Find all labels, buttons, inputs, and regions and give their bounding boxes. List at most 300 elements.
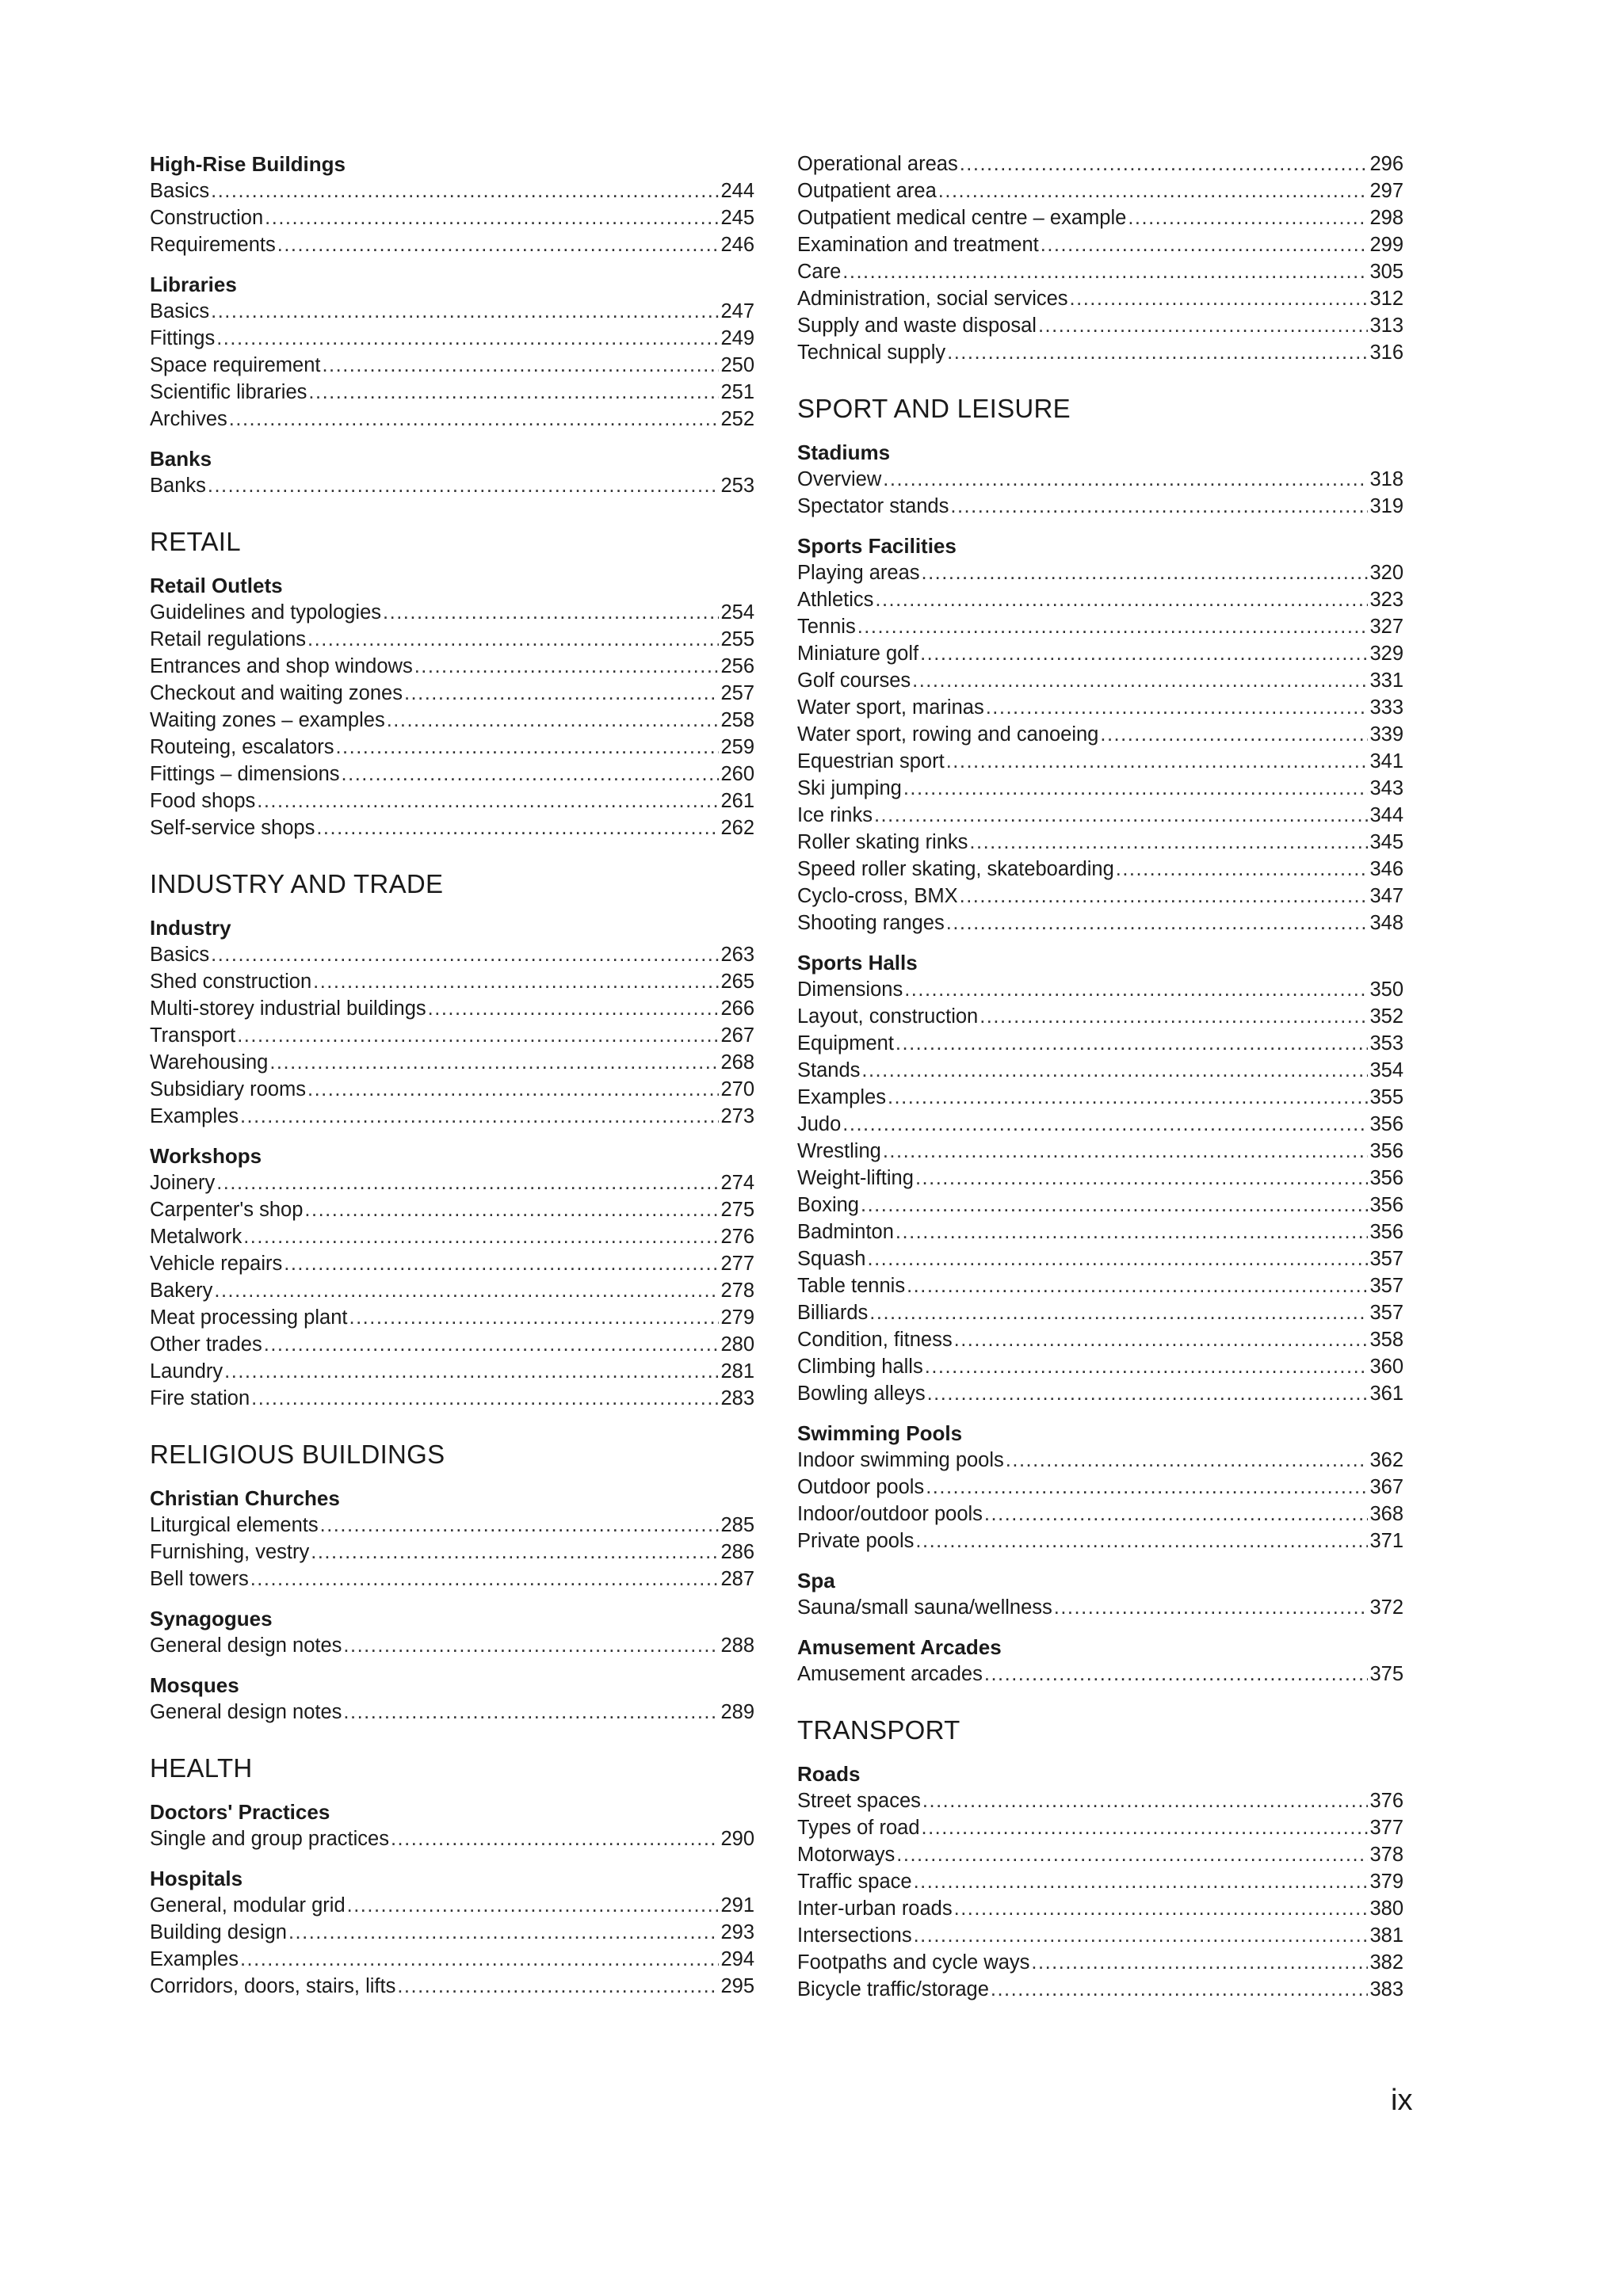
entry-page-number: 299 bbox=[1369, 234, 1403, 256]
toc-entry[interactable] bbox=[797, 829, 1403, 856]
dot-leader bbox=[896, 1030, 1369, 1057]
entry-label: Subsidiary rooms bbox=[150, 1078, 306, 1100]
toc-entry[interactable] bbox=[150, 231, 754, 258]
toc-entry[interactable] bbox=[150, 680, 754, 707]
entry-label: Equipment bbox=[797, 1032, 894, 1055]
toc-entry[interactable] bbox=[150, 941, 754, 968]
entry-label: Carpenter's shop bbox=[150, 1199, 304, 1221]
toc-group-synagogues bbox=[150, 1605, 754, 1659]
toc-entry[interactable] bbox=[150, 1022, 754, 1049]
toc-entry[interactable] bbox=[150, 1331, 754, 1358]
entry-page-number: 258 bbox=[720, 709, 754, 731]
entry-label: Bakery bbox=[150, 1280, 213, 1302]
dot-leader bbox=[868, 1245, 1369, 1272]
toc-entry[interactable] bbox=[797, 856, 1403, 883]
entry-label: Miniature golf bbox=[797, 643, 919, 665]
entry-label: Examination and treatment bbox=[797, 234, 1039, 256]
entry-label: Meat processing plant bbox=[150, 1306, 348, 1329]
toc-entry[interactable] bbox=[797, 559, 1403, 586]
toc-entry[interactable] bbox=[797, 1165, 1403, 1192]
entry-page-number: 286 bbox=[720, 1541, 754, 1563]
entry-page-number: 348 bbox=[1369, 912, 1403, 934]
entry-label: Bell towers bbox=[150, 1568, 249, 1590]
entry-label: Examples bbox=[797, 1086, 886, 1108]
toc-entry[interactable] bbox=[797, 640, 1403, 667]
dot-leader bbox=[316, 814, 719, 841]
entry-label: Transport bbox=[150, 1024, 236, 1047]
toc-entry[interactable] bbox=[797, 1084, 1403, 1111]
dot-leader bbox=[240, 1946, 719, 1973]
toc-entry[interactable] bbox=[150, 1825, 754, 1852]
toc-entry[interactable] bbox=[150, 1196, 754, 1223]
entry-label: Care bbox=[797, 261, 842, 283]
toc-entry[interactable] bbox=[797, 1299, 1403, 1326]
toc-entry[interactable] bbox=[150, 1919, 754, 1946]
dot-leader bbox=[922, 1787, 1369, 1814]
toc-entry[interactable] bbox=[797, 1949, 1403, 1976]
toc-section-religious-buildings bbox=[150, 1439, 754, 1726]
dot-leader bbox=[875, 586, 1368, 613]
toc-section-transport bbox=[797, 1714, 1403, 2003]
group-heading: Hospitals bbox=[150, 1867, 243, 1890]
toc-entry[interactable] bbox=[797, 613, 1403, 640]
entry-label: Water sport, marinas bbox=[797, 696, 984, 719]
entry-page-number: 361 bbox=[1369, 1383, 1403, 1405]
group-heading: Christian Churches bbox=[150, 1486, 340, 1510]
toc-entry[interactable] bbox=[797, 1272, 1403, 1299]
entry-page-number: 367 bbox=[1369, 1476, 1403, 1498]
entry-page-number: 280 bbox=[720, 1333, 754, 1356]
entry-label: Space requirement bbox=[150, 354, 321, 376]
dot-leader bbox=[397, 1973, 719, 2000]
entry-label: Banks bbox=[150, 475, 206, 497]
toc-entry[interactable] bbox=[797, 1501, 1403, 1527]
dot-leader bbox=[960, 151, 1369, 177]
entry-label: Boxing bbox=[797, 1194, 859, 1216]
entry-label: Basics bbox=[150, 300, 210, 322]
dot-leader bbox=[954, 1895, 1369, 1922]
toc-section-continued bbox=[797, 151, 1403, 366]
entry-page-number: 356 bbox=[1369, 1194, 1403, 1216]
entry-page-number: 295 bbox=[720, 1975, 754, 1997]
toc-group-swimming-pools bbox=[797, 1420, 1403, 1554]
entry-page-number: 320 bbox=[1369, 562, 1403, 584]
dot-leader bbox=[229, 406, 720, 433]
entry-page-number: 251 bbox=[720, 381, 754, 403]
entry-label: Billiards bbox=[797, 1302, 869, 1324]
toc-entry[interactable] bbox=[150, 968, 754, 995]
entry-label: Footpaths and cycle ways bbox=[797, 1951, 1030, 1974]
entry-page-number: 313 bbox=[1369, 315, 1403, 337]
entry-page-number: 316 bbox=[1369, 341, 1403, 364]
toc-entry[interactable] bbox=[150, 1512, 754, 1539]
entry-label: Self-service shops bbox=[150, 817, 315, 839]
dot-leader bbox=[224, 1358, 719, 1385]
entry-label: Intersections bbox=[797, 1924, 912, 1947]
toc-entry[interactable] bbox=[150, 1277, 754, 1304]
toc-entry[interactable] bbox=[150, 1358, 754, 1385]
dot-leader bbox=[308, 379, 719, 406]
entry-page-number: 252 bbox=[720, 408, 754, 430]
toc-entry[interactable] bbox=[150, 325, 754, 352]
entry-page-number: 277 bbox=[720, 1253, 754, 1275]
dot-leader bbox=[903, 775, 1369, 802]
toc-entry[interactable] bbox=[797, 910, 1403, 936]
toc-entry[interactable] bbox=[797, 1814, 1403, 1841]
toc-entry[interactable] bbox=[150, 995, 754, 1022]
entry-page-number: 346 bbox=[1369, 858, 1403, 880]
toc-entry[interactable] bbox=[150, 814, 754, 841]
dot-leader bbox=[391, 1825, 720, 1852]
toc-entry[interactable] bbox=[150, 626, 754, 653]
dot-leader bbox=[984, 1661, 1369, 1688]
dot-leader bbox=[264, 1331, 720, 1358]
dot-leader bbox=[216, 1169, 719, 1196]
toc-group-retail-outlets bbox=[150, 572, 754, 841]
dot-leader bbox=[347, 1892, 720, 1919]
entry-page-number: 353 bbox=[1369, 1032, 1403, 1055]
dot-leader bbox=[954, 1326, 1369, 1353]
entry-page-number: 245 bbox=[720, 207, 754, 229]
dot-leader bbox=[1116, 856, 1369, 883]
entry-label: General, modular grid bbox=[150, 1894, 346, 1917]
toc-entry[interactable] bbox=[150, 472, 754, 499]
dot-leader bbox=[1128, 204, 1368, 231]
toc-group-christian-churches bbox=[150, 1485, 754, 1592]
entry-label: Ski jumping bbox=[797, 777, 902, 799]
toc-group-spa bbox=[797, 1567, 1403, 1621]
group-heading: Banks bbox=[150, 447, 212, 471]
toc-entry[interactable] bbox=[150, 406, 754, 433]
toc-group-sports-halls bbox=[797, 949, 1403, 1407]
entry-page-number: 371 bbox=[1369, 1530, 1403, 1552]
toc-entry[interactable] bbox=[150, 599, 754, 626]
toc-entry[interactable] bbox=[797, 1138, 1403, 1165]
toc-entry[interactable] bbox=[150, 1223, 754, 1250]
toc-group-continued bbox=[797, 151, 1403, 366]
toc-entry[interactable] bbox=[150, 1699, 754, 1726]
toc-entry[interactable] bbox=[797, 204, 1403, 231]
group-heading: Roads bbox=[797, 1762, 861, 1786]
dot-leader bbox=[304, 1196, 719, 1223]
entry-page-number: 256 bbox=[720, 655, 754, 677]
toc-entry[interactable] bbox=[150, 1632, 754, 1659]
dot-leader bbox=[214, 1277, 719, 1304]
dot-leader bbox=[938, 177, 1369, 204]
entry-page-number: 354 bbox=[1369, 1059, 1403, 1081]
entry-page-number: 268 bbox=[720, 1051, 754, 1074]
entry-label: Playing areas bbox=[797, 562, 920, 584]
entry-label: Checkout and waiting zones bbox=[150, 682, 403, 704]
toc-entry[interactable] bbox=[797, 1003, 1403, 1030]
dot-leader bbox=[216, 325, 719, 352]
entry-label: Condition, fitness bbox=[797, 1329, 953, 1351]
toc-entry[interactable] bbox=[797, 748, 1403, 775]
entry-label: Food shops bbox=[150, 790, 256, 812]
entry-page-number: 372 bbox=[1369, 1596, 1403, 1619]
toc-entry[interactable] bbox=[797, 802, 1403, 829]
entry-label: Routeing, escalators bbox=[150, 736, 334, 758]
entry-page-number: 323 bbox=[1369, 589, 1403, 611]
toc-entry[interactable] bbox=[797, 1380, 1403, 1407]
toc-entry[interactable] bbox=[150, 1169, 754, 1196]
entry-page-number: 287 bbox=[720, 1568, 754, 1590]
dot-leader bbox=[915, 1165, 1369, 1192]
dot-leader bbox=[984, 1501, 1369, 1527]
entry-page-number: 378 bbox=[1369, 1844, 1403, 1866]
entry-label: Retail regulations bbox=[150, 628, 307, 650]
dot-leader bbox=[960, 883, 1369, 910]
entry-page-number: 375 bbox=[1369, 1663, 1403, 1685]
toc-entry[interactable] bbox=[797, 1192, 1403, 1219]
toc-entry[interactable] bbox=[150, 204, 754, 231]
group-heading: Mosques bbox=[150, 1673, 239, 1697]
entry-page-number: 296 bbox=[1369, 153, 1403, 175]
dot-leader bbox=[1031, 1949, 1368, 1976]
entry-label: Warehousing bbox=[150, 1051, 269, 1074]
toc-entry[interactable] bbox=[797, 694, 1403, 721]
toc-entry[interactable] bbox=[150, 1946, 754, 1973]
entry-page-number: 356 bbox=[1369, 1140, 1403, 1162]
toc-entry[interactable] bbox=[797, 466, 1403, 493]
dot-leader bbox=[947, 339, 1368, 366]
entry-label: Administration, social services bbox=[797, 288, 1068, 310]
toc-entry[interactable] bbox=[797, 1868, 1403, 1895]
entry-page-number: 275 bbox=[720, 1199, 754, 1221]
entry-page-number: 261 bbox=[720, 790, 754, 812]
dot-leader bbox=[896, 1219, 1369, 1245]
toc-entry[interactable] bbox=[150, 653, 754, 680]
toc-entry[interactable] bbox=[797, 1057, 1403, 1084]
entry-page-number: 263 bbox=[720, 944, 754, 966]
entry-page-number: 291 bbox=[720, 1894, 754, 1917]
entry-page-number: 383 bbox=[1369, 1978, 1403, 2000]
toc-entry[interactable] bbox=[797, 285, 1403, 312]
toc-entry[interactable] bbox=[150, 1973, 754, 2000]
toc-entry[interactable] bbox=[150, 1304, 754, 1331]
toc-entry[interactable] bbox=[797, 177, 1403, 204]
dot-leader bbox=[842, 258, 1368, 285]
toc-entry[interactable] bbox=[150, 1892, 754, 1919]
toc-entry[interactable] bbox=[797, 667, 1403, 694]
toc-entry[interactable] bbox=[150, 1539, 754, 1566]
entry-label: Shed construction bbox=[150, 971, 312, 993]
entry-page-number: 331 bbox=[1369, 669, 1403, 692]
toc-entry[interactable] bbox=[150, 1385, 754, 1412]
toc-entry[interactable] bbox=[150, 379, 754, 406]
entry-page-number: 266 bbox=[720, 997, 754, 1020]
toc-entry[interactable] bbox=[150, 1049, 754, 1076]
toc-section-continued bbox=[150, 151, 754, 499]
group-heading: Industry bbox=[150, 916, 231, 940]
toc-entry[interactable] bbox=[797, 339, 1403, 366]
dot-leader bbox=[980, 1003, 1368, 1030]
entry-label: Guidelines and typologies bbox=[150, 601, 382, 624]
entry-page-number: 345 bbox=[1369, 831, 1403, 853]
entry-page-number: 379 bbox=[1369, 1871, 1403, 1893]
toc-entry[interactable] bbox=[150, 352, 754, 379]
toc-entry[interactable] bbox=[797, 1326, 1403, 1353]
entry-page-number: 278 bbox=[720, 1280, 754, 1302]
toc-entry[interactable] bbox=[797, 1895, 1403, 1922]
toc-entry[interactable] bbox=[797, 775, 1403, 802]
toc-entry[interactable] bbox=[150, 707, 754, 734]
toc-section-retail bbox=[150, 526, 754, 841]
section-heading: HEALTH bbox=[150, 1753, 253, 1783]
entry-page-number: 276 bbox=[720, 1226, 754, 1248]
entry-page-number: 357 bbox=[1369, 1302, 1403, 1324]
entry-label: Corridors, doors, stairs, lifts bbox=[150, 1975, 396, 1997]
toc-entry[interactable] bbox=[797, 231, 1403, 258]
entry-label: Overview bbox=[797, 468, 882, 490]
toc-entry[interactable] bbox=[150, 734, 754, 761]
entry-page-number: 294 bbox=[720, 1948, 754, 1970]
toc-group-hospitals bbox=[150, 1865, 754, 2000]
entry-label: Entrances and shop windows bbox=[150, 655, 413, 677]
toc-column-left bbox=[150, 151, 754, 2012]
entry-label: Roller skating rinks bbox=[797, 831, 968, 853]
toc-group-banks bbox=[150, 445, 754, 499]
dot-leader bbox=[896, 1841, 1368, 1868]
entry-page-number: 250 bbox=[720, 354, 754, 376]
toc-entry[interactable] bbox=[797, 1661, 1403, 1688]
entry-label: Joinery bbox=[150, 1172, 216, 1194]
toc-entry[interactable] bbox=[797, 1787, 1403, 1814]
toc-entry[interactable] bbox=[797, 1841, 1403, 1868]
entry-label: Basics bbox=[150, 180, 210, 202]
entry-page-number: 382 bbox=[1369, 1951, 1403, 1974]
entry-page-number: 270 bbox=[720, 1078, 754, 1100]
toc-entry[interactable] bbox=[797, 1219, 1403, 1245]
dot-leader bbox=[912, 667, 1368, 694]
toc-entry[interactable] bbox=[150, 1250, 754, 1277]
dot-leader bbox=[1041, 231, 1369, 258]
entry-page-number: 333 bbox=[1369, 696, 1403, 719]
entry-label: Waiting zones – examples bbox=[150, 709, 385, 731]
entry-label: Climbing halls bbox=[797, 1356, 923, 1378]
entry-page-number: 352 bbox=[1369, 1005, 1403, 1028]
toc-entry[interactable] bbox=[150, 1076, 754, 1103]
toc-entry[interactable] bbox=[797, 1111, 1403, 1138]
toc-entry[interactable] bbox=[797, 1474, 1403, 1501]
entry-page-number: 319 bbox=[1369, 495, 1403, 517]
dot-leader bbox=[250, 1566, 720, 1592]
entry-page-number: 249 bbox=[720, 327, 754, 349]
dot-leader bbox=[211, 941, 719, 968]
dot-leader bbox=[986, 694, 1369, 721]
entry-page-number: 343 bbox=[1369, 777, 1403, 799]
entry-label: Golf courses bbox=[797, 669, 911, 692]
dot-leader bbox=[904, 976, 1368, 1003]
entry-label: Speed roller skating, skateboarding bbox=[797, 858, 1114, 880]
entry-label: Amusement arcades bbox=[797, 1663, 983, 1685]
entry-page-number: 377 bbox=[1369, 1817, 1403, 1839]
entry-label: Examples bbox=[150, 1948, 239, 1970]
entry-label: Furnishing, vestry bbox=[150, 1541, 310, 1563]
dot-leader bbox=[946, 748, 1369, 775]
toc-entry[interactable] bbox=[797, 1030, 1403, 1057]
entry-label: Sauna/small sauna/wellness bbox=[797, 1596, 1052, 1619]
entry-page-number: 350 bbox=[1369, 978, 1403, 1001]
entry-label: Scientific libraries bbox=[150, 381, 307, 403]
entry-page-number: 283 bbox=[720, 1387, 754, 1409]
toc-entry[interactable] bbox=[150, 177, 754, 204]
entry-page-number: 255 bbox=[720, 628, 754, 650]
toc-entry[interactable] bbox=[797, 1527, 1403, 1554]
toc-entry[interactable] bbox=[797, 312, 1403, 339]
entry-label: Street spaces bbox=[797, 1790, 921, 1812]
toc-group-mosques bbox=[150, 1672, 754, 1726]
toc-entry[interactable] bbox=[150, 1566, 754, 1592]
entry-label: Vehicle repairs bbox=[150, 1253, 283, 1275]
entry-page-number: 279 bbox=[720, 1306, 754, 1329]
toc-entry[interactable] bbox=[150, 761, 754, 788]
entry-label: Judo bbox=[797, 1113, 842, 1135]
toc-entry[interactable] bbox=[797, 721, 1403, 748]
group-heading: Stadiums bbox=[797, 441, 891, 464]
entry-label: Examples bbox=[150, 1105, 239, 1127]
toc-entry[interactable] bbox=[797, 151, 1403, 177]
entry-label: Outpatient area bbox=[797, 180, 937, 202]
toc-entry[interactable] bbox=[797, 586, 1403, 613]
entry-page-number: 247 bbox=[720, 300, 754, 322]
toc-entry[interactable] bbox=[797, 883, 1403, 910]
toc-entry[interactable] bbox=[797, 1245, 1403, 1272]
dot-leader bbox=[907, 1272, 1368, 1299]
dot-leader bbox=[914, 1868, 1369, 1895]
entry-page-number: 312 bbox=[1369, 288, 1403, 310]
dot-leader bbox=[277, 231, 720, 258]
group-heading: Doctors' Practices bbox=[150, 1800, 330, 1824]
toc-entry[interactable] bbox=[797, 1976, 1403, 2003]
entry-label: Squash bbox=[797, 1248, 866, 1270]
entry-label: Water sport, rowing and canoeing bbox=[797, 723, 1099, 746]
group-heading: Synagogues bbox=[150, 1607, 273, 1630]
toc-entry[interactable] bbox=[797, 1447, 1403, 1474]
group-heading: Libraries bbox=[150, 273, 237, 296]
toc-entry[interactable] bbox=[797, 1922, 1403, 1949]
group-heading: Swimming Pools bbox=[797, 1421, 963, 1445]
toc-entry[interactable] bbox=[797, 258, 1403, 285]
page-number: ix bbox=[1391, 2084, 1413, 2117]
dot-leader bbox=[251, 1385, 719, 1412]
entry-page-number: 344 bbox=[1369, 804, 1403, 826]
entry-label: Dimensions bbox=[797, 978, 903, 1001]
toc-entry[interactable] bbox=[797, 976, 1403, 1003]
dot-leader bbox=[861, 1057, 1368, 1084]
toc-entry[interactable] bbox=[150, 298, 754, 325]
entry-page-number: 329 bbox=[1369, 643, 1403, 665]
entry-label: Single and group practices bbox=[150, 1828, 389, 1850]
toc-group-amusement-arcades bbox=[797, 1634, 1403, 1688]
dot-leader bbox=[925, 1353, 1369, 1380]
entry-page-number: 347 bbox=[1369, 885, 1403, 907]
toc-entry[interactable] bbox=[150, 788, 754, 814]
entry-label: Bowling alleys bbox=[797, 1383, 926, 1405]
toc-entry[interactable] bbox=[797, 493, 1403, 520]
dot-leader bbox=[969, 829, 1368, 856]
toc-entry[interactable] bbox=[150, 1103, 754, 1130]
entry-label: Outdoor pools bbox=[797, 1476, 925, 1498]
dot-leader bbox=[343, 1699, 719, 1726]
toc-group-workshops bbox=[150, 1142, 754, 1412]
toc-entry[interactable] bbox=[797, 1594, 1403, 1621]
entry-label: Badminton bbox=[797, 1221, 894, 1243]
dot-leader bbox=[1006, 1447, 1369, 1474]
dot-leader bbox=[857, 613, 1369, 640]
toc-entry[interactable] bbox=[797, 1353, 1403, 1380]
entry-page-number: 257 bbox=[720, 682, 754, 704]
